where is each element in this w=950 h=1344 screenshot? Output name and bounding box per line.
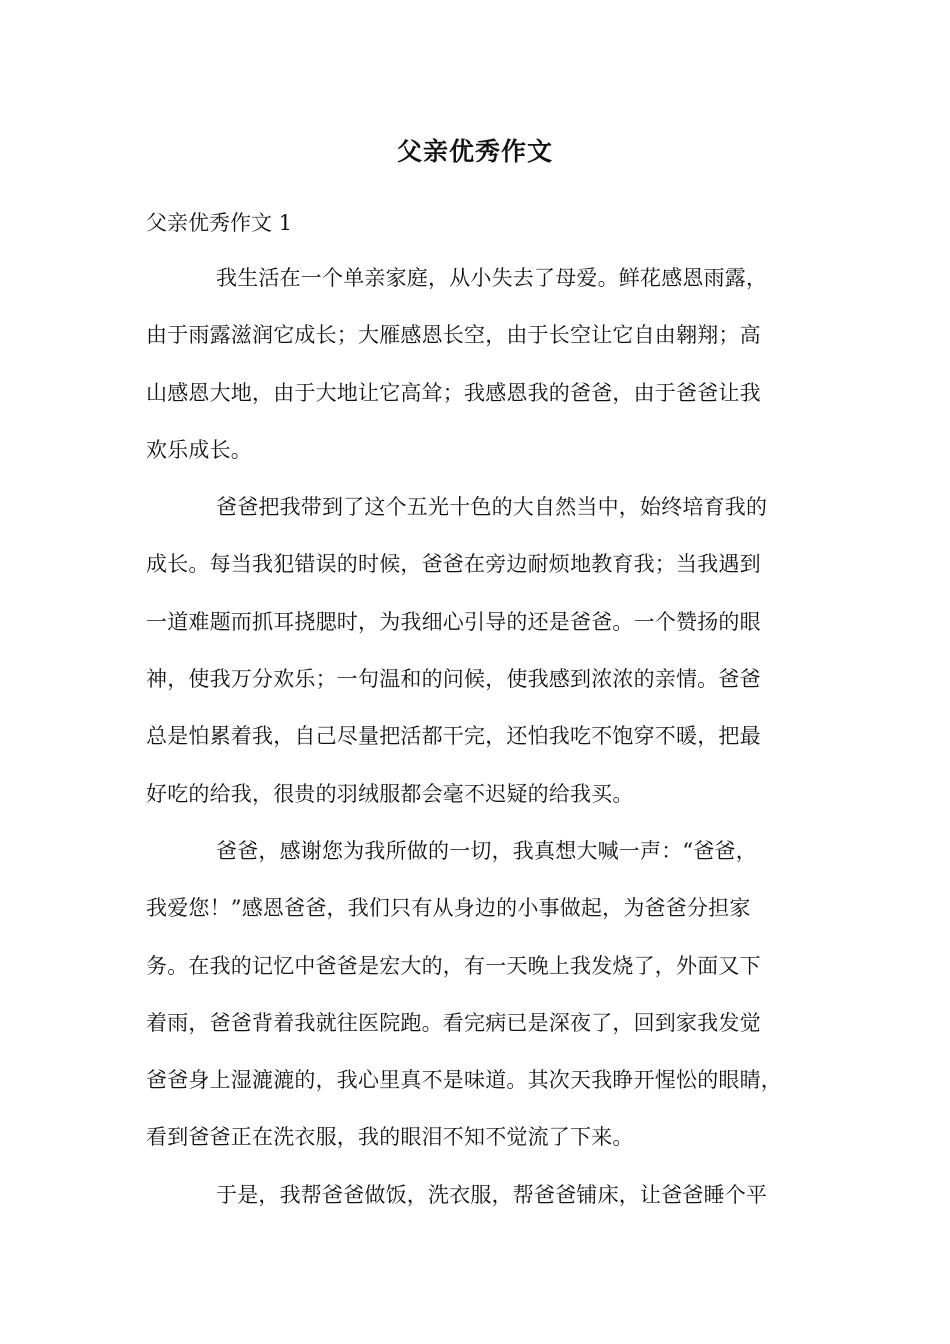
text-line: 于是，我帮爸爸做饭，洗衣服，帮爸爸铺床，让爸爸睡个平 <box>216 1182 768 1207</box>
text-line: 一道难题而抓耳挠腮时，为我细心引导的还是爸爸。一个赞扬的眼 <box>146 609 761 634</box>
text-line: 好吃的给我，很贵的羽绒服都会毫不迟疑的给我买。 <box>146 781 634 806</box>
text-line: 着雨，爸爸背着我就往医院跑。看完病已是深夜了，回到家我发觉 <box>146 1010 761 1035</box>
document-title: 父亲优秀作文 <box>396 137 553 166</box>
text-line: 由于雨露滋润它成长；大雁感恩长空，由于长空让它自由翱翔；高 <box>146 323 761 348</box>
text-line: 我爱您！”感恩爸爸，我们只有从身边的小事做起，为爸爸分担家 <box>146 896 751 921</box>
text-line: 看到爸爸正在洗衣服，我的眼泪不知不觉流了下来。 <box>146 1125 634 1150</box>
text-line: 爸爸把我带到了这个五光十色的大自然当中，始终培育我的 <box>216 495 768 520</box>
text-line: 成长。每当我犯错误的时候，爸爸在旁边耐烦地教育我；当我遇到 <box>146 552 761 577</box>
text-line: 爸爸身上湿漉漉的，我心里真不是味道。其次天我睁开惺忪的眼睛， <box>146 1068 782 1093</box>
text-line: 欢乐成长。 <box>146 437 252 462</box>
text-line: 务。在我的记忆中爸爸是宏大的，有一天晚上我发烧了，外面又下 <box>146 953 761 978</box>
text-line: 我生活在一个单亲家庭，从小失去了母爱。鲜花感恩雨露， <box>216 266 768 290</box>
essay-body <box>146 260 826 1234</box>
essay-heading: 父亲优秀作文 1 <box>146 211 293 235</box>
text-line: 山感恩大地，由于大地让它高耸；我感恩我的爸爸，由于爸爸让我 <box>146 380 761 405</box>
text-line: 爸爸，感谢您为我所做的一切，我真想大喊一声：“爸爸， <box>216 838 757 863</box>
text-line: 神，使我万分欢乐；一句温和的问候，使我感到浓浓的亲情。爸爸 <box>146 667 761 692</box>
text-line: 总是怕累着我，自己尽量把活都干完，还怕我吃不饱穿不暖，把最 <box>146 724 761 749</box>
